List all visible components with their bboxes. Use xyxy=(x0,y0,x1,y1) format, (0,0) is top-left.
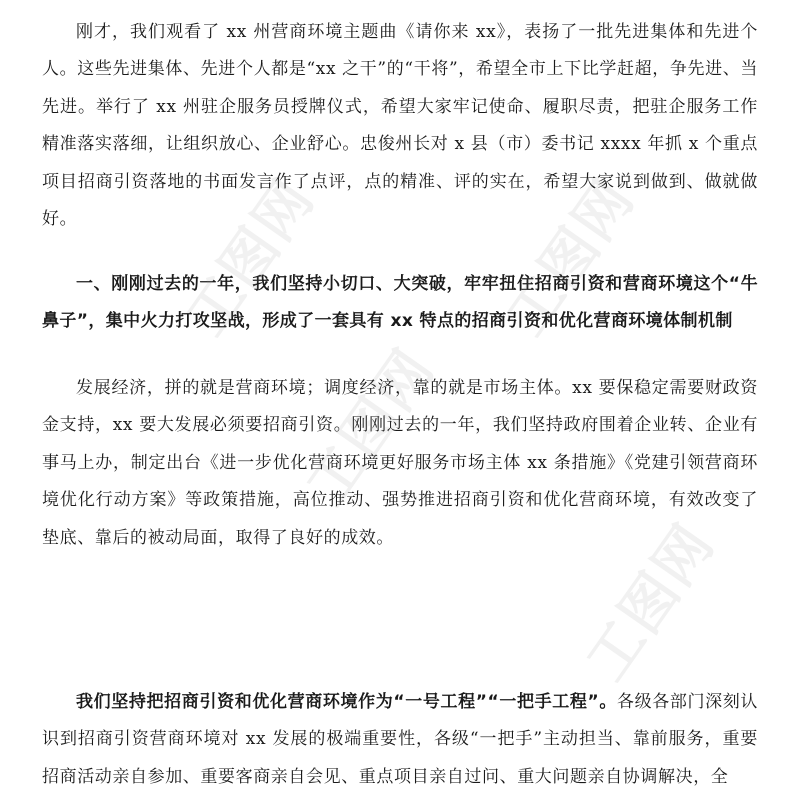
body-paragraph-1: 刚才，我们观看了 xx 州营商环境主题曲《请你来 xx》，表扬了一批先进集体和先进个人。这些先进集体、先进个人都是“xx 之干”的“干将”，希望全市上下比学赶超，争先进、当先进。举行了 xx 州驻企服务员授牌仪式，希望大家牢记使命、履职尽责，把驻企服务工作精准落实落细，让组织放心、企业舒心。忠俊州长对 x 县（市）委书记 xxxx 年抓 x 个重点项目招商引资落地的书面发言作了点评，点的精准、评的实在，希望大家说到做到、做就做好。 xyxy=(42,22,758,230)
paragraph-3-body: 各级各部门深刻认识到招商引资营商环境对 xx 发展的极端重要性，各级“一把手”主动担当、靠前服务，重要招商活动亲自参加、重要客商亲自会见、重点项目亲自过问、重大问题亲自协调解决，全 xyxy=(42,692,758,787)
watermark-logo: 工图网 xyxy=(494,167,648,348)
watermark-logo: 工图网 xyxy=(174,167,328,348)
body-paragraph-3 xyxy=(42,684,758,796)
body-paragraph-2: 发展经济，拼的就是营商环境；调度经济，靠的就是市场主体。xx 要保稳定需要财政资金支持，xx 要大发展必须要招商引资。刚刚过去的一年，我们坚持政府围着企业转、企业有事马上办，制定出台《进一步优化营商环境更好服务市场主体 xx 条措施》《党建引领营商环境优化行动方案》等政策措施，高位推动、强势推进招商引资和优化营商环境，有效改变了垫底、靠后的被动局面，取得了良好的成效。 xyxy=(42,378,758,548)
watermark-logo: 工图网 xyxy=(294,337,448,518)
section-heading-1: 一、刚刚过去的一年，我们坚持小切口、大突破，牢牢扭住招商引资和营商环境这个“牛鼻子”，集中火力打攻坚战，形成了一套具有 xx 特点的招商引资和优化营商环境体制机制 xyxy=(42,274,758,332)
watermark-logo: 工图网 xyxy=(574,512,728,693)
paragraph-3-lead-sentence: 我们坚持把招商引资和优化营商环境作为“一号工程”“一把手工程”。 xyxy=(76,692,617,712)
